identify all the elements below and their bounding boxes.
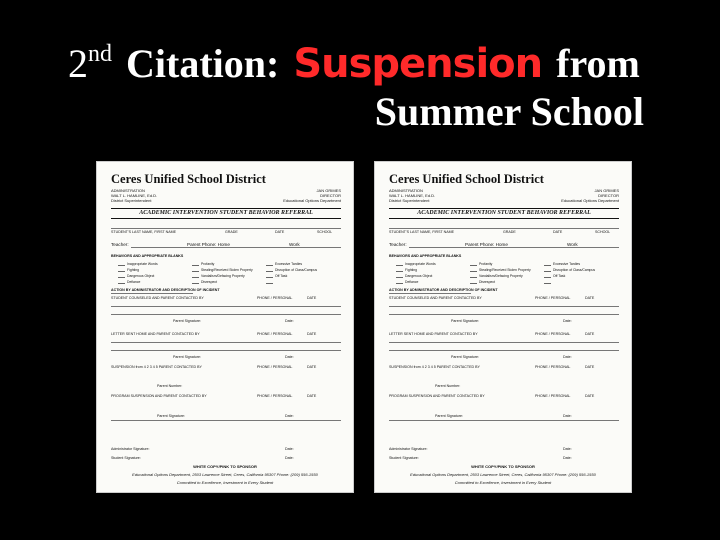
title-accent-suspension: Suspension	[293, 41, 543, 87]
title-line-2: Summer School	[374, 89, 644, 134]
title-suffix: nd	[88, 41, 112, 67]
action-heading: ACTION BY ADMINISTRATOR AND DESCRIPTION OF INCIDENT	[389, 288, 498, 292]
phone-personal-4: PHONE / PERSONAL	[257, 394, 293, 398]
action-heading: ACTION BY ADMINISTRATOR AND DESCRIPTION OF INCIDENT	[111, 288, 220, 292]
title-word-citation: Citation:	[126, 41, 280, 86]
admin-right: JAN GRIMES DIRECTOR Educational Options Department	[561, 188, 619, 203]
date-short-3: Date:	[563, 414, 572, 418]
distribution: WHITE COPY/PINK TO SPONSOR	[193, 464, 257, 469]
school-label: SCHOOL	[595, 230, 611, 234]
date-short-2: Date:	[563, 355, 572, 359]
action-1: STUDENT COUNSELED AND PARENT CONTACTED BY	[389, 296, 482, 300]
date-3: DATE	[307, 365, 317, 369]
form-title: ACADEMIC INTERVENTION STUDENT BEHAVIOR REFERRAL	[111, 208, 341, 219]
footer-address: Educational Options Department, 2503 Lawrence Street, Ceres, California 95307 Phone: (209) 556-1550	[410, 472, 596, 477]
work-label: Work	[567, 242, 578, 247]
date-2: DATE	[585, 332, 595, 336]
date-short-5: Date:	[563, 456, 572, 460]
date-short-1: Date:	[285, 319, 294, 323]
parent-signature-1: Parent Signature:	[451, 319, 479, 323]
date-short-1: Date:	[563, 319, 572, 323]
date-short-4: Date:	[563, 447, 572, 451]
footer-motto: Committed to Excellence, Investment in Every Student	[176, 480, 274, 485]
student-name-label: STUDENT'S LAST NAME, FIRST NAME	[389, 230, 455, 234]
date-label: DATE	[553, 230, 563, 234]
student-signature: Student Signature:	[111, 456, 141, 460]
admin-right: JAN GRIMES DIRECTOR Educational Options Department	[283, 188, 341, 203]
date-2: DATE	[307, 332, 317, 336]
suspension-line: SUSPENSION from 4 2 3 4 5 PARENT CONTACTED BY	[111, 365, 202, 369]
grade-label: GRADE	[503, 230, 516, 234]
behaviors-heading: BEHAVIORS AND APPROPRIATE BLANKS	[389, 254, 462, 258]
fine-print	[389, 423, 619, 440]
phone-personal-4: PHONE / PERSONAL	[535, 394, 571, 398]
district-name: Ceres Unified School District	[389, 172, 544, 186]
teacher-label: Teacher:	[111, 242, 129, 247]
suspension-line: SUSPENSION from 4 2 3 4 5 PARENT CONTACTED BY	[389, 365, 480, 369]
date-label: DATE	[275, 230, 285, 234]
distribution: WHITE COPY/PINK TO SPONSOR	[471, 464, 535, 469]
date-4: DATE	[307, 394, 317, 398]
footer-address: Educational Options Department, 2503 Lawrence Street, Ceres, California 95307 Phone: (209) 556-1550	[132, 472, 318, 477]
action-1: STUDENT COUNSELED AND PARENT CONTACTED BY	[111, 296, 204, 300]
date-1: DATE	[585, 296, 595, 300]
form-title: ACADEMIC INTERVENTION STUDENT BEHAVIOR REFERRAL	[389, 208, 619, 219]
date-short-4: Date:	[285, 447, 294, 451]
parent-signature-1: Parent Signature:	[173, 319, 201, 323]
action-2: LETTER SENT HOME AND PARENT CONTACTED BY	[111, 332, 200, 336]
parent-signature-2: Parent Signature:	[451, 355, 479, 359]
date-1: DATE	[307, 296, 317, 300]
admin-left: ADMINISTRATION WALT L. HAMLINE, Ed.D. District Superintendent	[111, 188, 158, 203]
date-3: DATE	[585, 365, 595, 369]
phone-personal-3: PHONE / PERSONAL	[535, 365, 571, 369]
behaviors-heading: BEHAVIORS AND APPROPRIATE BLANKS	[111, 254, 184, 258]
district-name: Ceres Unified School District	[111, 172, 266, 186]
fine-print	[111, 423, 341, 440]
admin-signature: Administrator Signature:	[389, 447, 428, 451]
parent-signature-3: Parent Signature:	[157, 414, 185, 418]
parent-number: Parent Number:	[157, 384, 183, 388]
phone-personal-2: PHONE / PERSONAL	[535, 332, 571, 336]
title-word-from: from	[556, 41, 640, 86]
phone-personal-1: PHONE / PERSONAL	[257, 296, 293, 300]
referral-form-left	[97, 162, 353, 492]
parent-phone-label: Parent Phone: Home	[465, 242, 508, 247]
parent-number: Parent Number:	[435, 384, 461, 388]
behaviors-list: Inappropriate Words Profanity Excessive Tardies Fighting Stealing/Received Stolen Property Disruption of Class/Campus Dangerous Object Vandalism/Defacing Property Off Task Defiance Disrespect	[119, 262, 341, 284]
student-signature: Student Signature:	[389, 456, 419, 460]
work-label: Work	[289, 242, 300, 247]
date-short-5: Date:	[285, 456, 294, 460]
teacher-label: Teacher:	[389, 242, 407, 247]
admin-signature: Administrator Signature:	[111, 447, 150, 451]
parent-signature-3: Parent Signature:	[435, 414, 463, 418]
behaviors-list: Inappropriate Words Profanity Excessive Tardies Fighting Stealing/Received Stolen Property Disruption of Class/Campus Dangerous Object Vandalism/Defacing Property Off Task Defiance Disrespect	[397, 262, 619, 284]
action-2: LETTER SENT HOME AND PARENT CONTACTED BY	[389, 332, 478, 336]
date-4: DATE	[585, 394, 595, 398]
student-name-label: STUDENT'S LAST NAME, FIRST NAME	[111, 230, 177, 234]
phone-personal-2: PHONE / PERSONAL	[257, 332, 293, 336]
parent-signature-2: Parent Signature:	[173, 355, 201, 359]
referral-form-right	[375, 162, 631, 492]
parent-phone-label: Parent Phone: Home	[187, 242, 230, 247]
slide-title	[0, 0, 720, 140]
title-line-1	[68, 40, 640, 90]
admin-left: ADMINISTRATION WALT L. HAMLINE, Ed.D. District Superintendent	[389, 188, 436, 203]
program-line: PROGRAM SUSPENSION AND PARENT CONTACTED BY	[389, 394, 485, 398]
date-short-3: Date:	[285, 414, 294, 418]
school-label: SCHOOL	[317, 230, 333, 234]
program-line: PROGRAM SUSPENSION AND PARENT CONTACTED BY	[111, 394, 207, 398]
phone-personal-1: PHONE / PERSONAL	[535, 296, 571, 300]
phone-personal-3: PHONE / PERSONAL	[257, 365, 293, 369]
grade-label: GRADE	[225, 230, 238, 234]
title-number: 2	[68, 41, 88, 86]
footer-motto: Committed to Excellence, Investment in Every Student	[454, 480, 552, 485]
date-short-2: Date:	[285, 355, 294, 359]
